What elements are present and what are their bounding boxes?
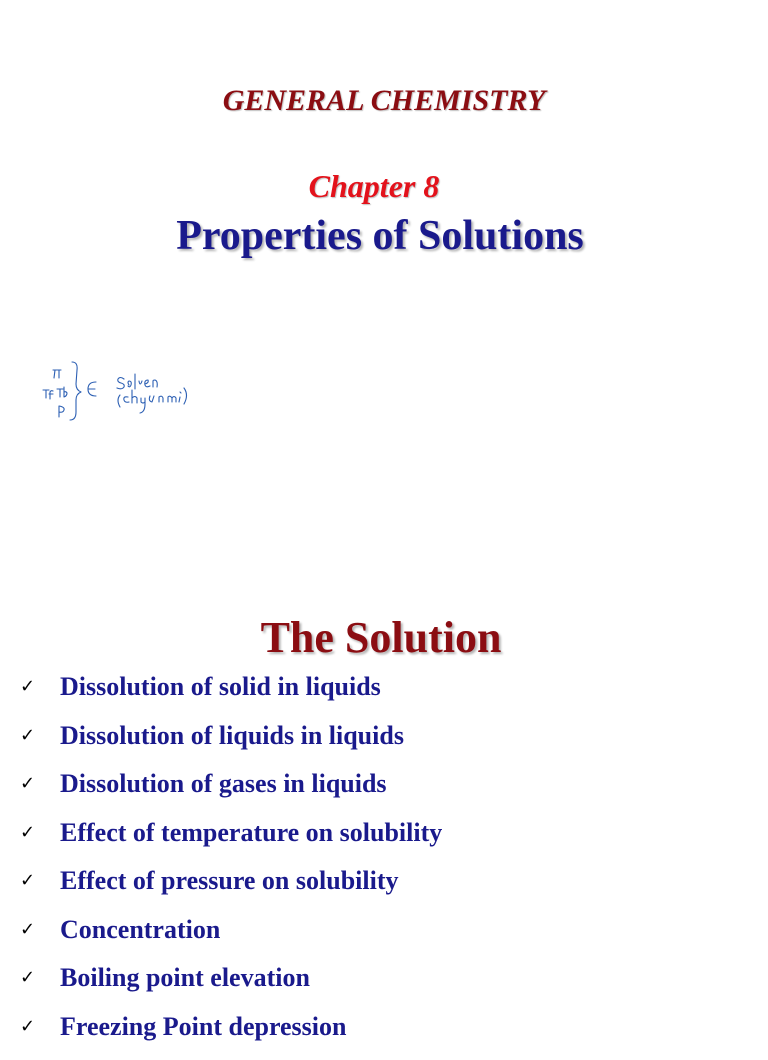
content-slide [0,576,768,1024]
topic-text: Dissolution of solid in liquids [60,672,381,702]
check-icon: ✓ [20,919,35,940]
check-icon: ✓ [20,1016,35,1037]
list-item [0,818,768,867]
check-icon: ✓ [20,967,35,988]
topic-text: Concentration [60,915,220,945]
check-icon: ✓ [20,676,35,697]
check-icon: ✓ [20,870,35,891]
list-item [0,769,768,818]
check-icon: ✓ [20,725,35,746]
list-item [0,963,768,1012]
list-item [0,672,768,721]
topic-text: Boiling point elevation [60,963,310,993]
topic-text: Effect of pressure on solubility [60,866,398,896]
list-item [0,1012,768,1060]
check-icon: ✓ [20,773,35,794]
topic-text: Dissolution of liquids in liquids [60,721,404,751]
handwritten-annotation [36,352,196,424]
check-icon: ✓ [20,822,35,843]
course-title: GENERAL CHEMISTRY [0,84,768,118]
section-title: The Solution [0,612,762,663]
list-item [0,915,768,964]
list-item [0,866,768,915]
list-item [0,721,768,770]
topic-text: Effect of temperature on solubility [60,818,442,848]
chapter-title: Properties of Solutions [0,212,760,260]
topic-text: Dissolution of gases in liquids [60,769,387,799]
topic-list [0,672,768,1060]
chapter-label: Chapter 8 [0,168,748,205]
topic-text: Freezing Point depression [60,1012,346,1042]
